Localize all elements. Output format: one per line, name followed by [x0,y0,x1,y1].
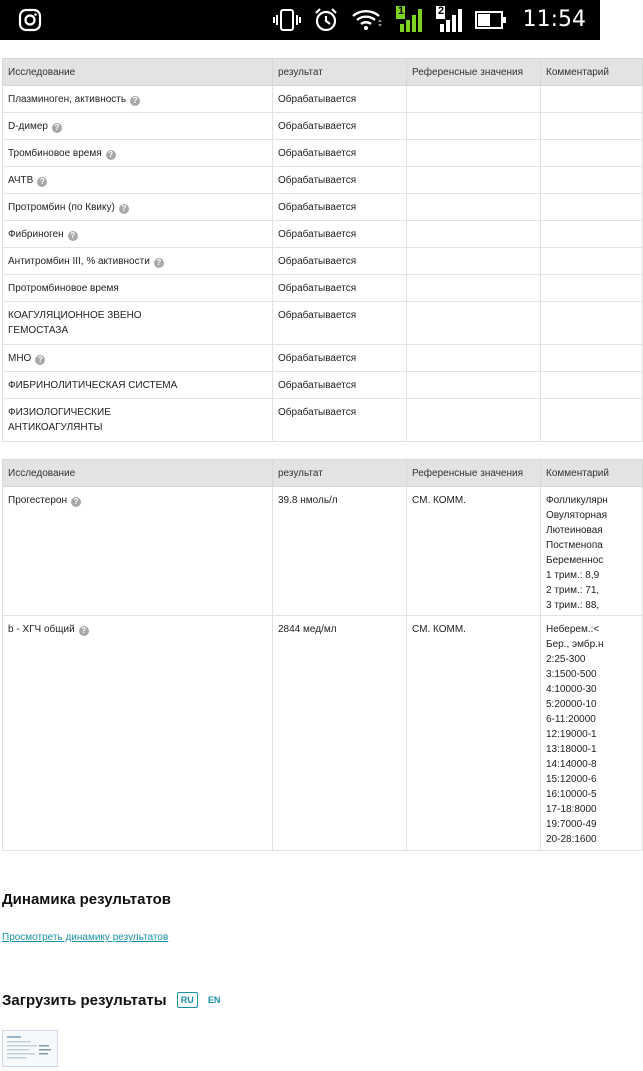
signal-sim2-icon [434,6,464,39]
clock: 11:54 [522,7,586,32]
language-ru-button[interactable]: RU [177,992,198,1008]
column-header-result: результат [273,59,407,86]
help-icon[interactable]: ? [106,150,116,160]
table-row [3,372,643,399]
table-row [3,140,643,167]
reference-cell [407,372,541,399]
test-name: Прогестерон [8,495,67,506]
comment-line: Бер., эмбр.н [546,639,604,650]
test-name-cell [3,248,273,275]
comment-cell [541,140,643,167]
signal-sim1-icon [394,6,424,39]
comment-cell [541,345,643,372]
lab-results-table-2 [2,459,643,851]
result-cell: Обрабатывается [273,140,407,167]
comment-cell [541,194,643,221]
sim1-label: 1 [398,5,405,17]
column-header-reference: Референсные значения [407,59,541,86]
uploaded-file-thumbnail[interactable] [2,1030,58,1067]
test-name: АЧТВ [8,175,34,186]
help-icon[interactable]: ? [79,626,89,636]
table-row [3,399,643,442]
column-header-comment: Комментарий [541,59,643,86]
comment-line: 2 трим.: 71, [546,585,600,596]
comment-cell [541,399,643,442]
help-icon[interactable]: ? [68,231,78,241]
reference-cell [407,194,541,221]
dynamics-title: Динамика результатов [2,891,172,908]
reference-cell [407,86,541,113]
column-header-test: Исследование [3,460,273,487]
result-cell: Обрабатывается [273,167,407,194]
help-icon[interactable]: ? [35,355,45,365]
test-name-cell [3,345,273,372]
test-name-cell [3,399,273,442]
reference-cell [407,248,541,275]
comment-line: 13:18000-1 [546,744,597,755]
reference-cell [407,140,541,167]
comment-line: Лютеиновая [546,525,603,536]
comment-line: 1 трим.: 8,9 [546,570,600,581]
test-name: D-димер [8,121,48,132]
comment-line: 4:10000-30 [546,684,597,695]
test-name-cell [3,140,273,167]
test-name-cell [3,616,273,851]
reference-cell [407,399,541,442]
comment-line: Фолликулярн [546,495,608,506]
test-name: b - ХГЧ общий [8,624,75,635]
test-name: Плазминоген, активность [8,94,127,105]
result-cell: Обрабатывается [273,248,407,275]
comment-cell [541,372,643,399]
comment-line: Постменопа [546,540,603,551]
table-row [3,167,643,194]
comment-line: Неберем.:< [546,624,600,635]
reference-cell [407,275,541,302]
test-name: КОАГУЛЯЦИОННОЕ ЗВЕНО [8,310,142,321]
instagram-icon [18,8,42,37]
battery-icon [474,7,508,38]
result-cell: Обрабатывается [273,302,407,345]
test-name-cell [3,194,273,221]
lab-results-table-1 [2,58,643,442]
result-cell: Обрабатывается [273,372,407,399]
comment-line: 16:10000-5 [546,789,597,800]
comment-cell [541,167,643,194]
help-icon[interactable]: ? [130,96,140,106]
comment-cell [541,302,643,345]
result-cell: Обрабатывается [273,399,407,442]
result-cell: 39.8 нмоль/л [273,487,407,616]
test-name: ФИЗИОЛОГИЧЕСКИЕ [8,407,111,418]
comment-line: 15:12000-6 [546,774,597,785]
reference-cell: СМ. КОММ. [407,487,541,616]
reference-cell [407,221,541,248]
reference-cell: СМ. КОММ. [407,616,541,851]
comment-line: 19:7000-49 [546,819,597,830]
table-row [3,487,643,616]
help-icon[interactable]: ? [52,123,62,133]
comment-cell [541,275,643,302]
test-name-cell [3,275,273,302]
sim2-label: 2 [438,5,445,17]
table-row [3,113,643,140]
result-cell: Обрабатывается [273,86,407,113]
alarm-icon [312,7,340,38]
comment-cell [541,221,643,248]
table-header-row [3,460,643,487]
comment-line: 3:1500-500 [546,669,597,680]
test-name: Фибриноген [8,229,64,240]
wifi-icon [350,7,384,38]
reference-cell [407,302,541,345]
comment-cell [541,248,643,275]
test-name-cell [3,86,273,113]
comment-line: Овуляторная [546,510,607,521]
comment-line: 3 трим.: 88, [546,600,600,611]
test-name: Протромбин (по Квику) [8,202,115,213]
test-name: Протромбиновое время [8,283,119,294]
test-name-cell [3,113,273,140]
test-name-cell [3,167,273,194]
comment-cell [541,86,643,113]
result-cell: Обрабатывается [273,221,407,248]
result-cell: Обрабатывается [273,113,407,140]
comment-cell [541,616,643,851]
table-row [3,275,643,302]
test-name-cell [3,302,273,345]
table-row [3,302,643,345]
vibrate-icon [272,7,302,38]
comment-line: 6-11:20000 [546,714,596,725]
test-name-cell [3,487,273,616]
result-cell: 2844 мед/мл [273,616,407,851]
comment-line: 20-28:1600 [546,834,597,845]
table-row [3,345,643,372]
test-name: Антитромбин III, % активности [8,256,150,267]
reference-cell [407,167,541,194]
view-dynamics-link[interactable]: Просмотреть динамику результатов [2,932,169,943]
test-name-cell [3,372,273,399]
comment-cell [541,113,643,140]
test-name: МНО [8,353,32,364]
table-row [3,248,643,275]
comment-line: 5:20000-10 [546,699,597,710]
help-icon[interactable]: ? [37,177,47,187]
result-cell: Обрабатывается [273,345,407,372]
column-header-test: Исследование [3,59,273,86]
test-name: ФИБРИНОЛИТИЧЕСКАЯ СИСТЕМА [8,380,178,391]
table-row [3,221,643,248]
comment-line: Беременнос [546,555,604,566]
comment-line: 2:25-300 [546,654,586,665]
table-row [3,616,643,851]
reference-cell [407,345,541,372]
language-en-button[interactable]: EN [207,995,221,1005]
table-header-row [3,59,643,86]
comment-line: 17-18:8000 [546,804,597,815]
help-icon[interactable]: ? [154,258,164,268]
comment-cell [541,487,643,616]
test-name: Тромбиновое время [8,148,102,159]
column-header-reference: Референсные значения [407,460,541,487]
table-row [3,194,643,221]
reference-cell [407,113,541,140]
test-name-cell [3,221,273,248]
test-name-line2: ГЕМОСТАЗА [8,325,69,336]
help-icon[interactable]: ? [119,204,129,214]
comment-line: 12:19000-1 [546,729,597,740]
column-header-comment: Комментарий [541,460,643,487]
help-icon[interactable]: ? [71,497,81,507]
result-cell: Обрабатывается [273,275,407,302]
status-bar [0,0,600,40]
test-name-line2: АНТИКОАГУЛЯНТЫ [8,422,103,433]
comment-line: 14:14000-8 [546,759,597,770]
table-row [3,86,643,113]
result-cell: Обрабатывается [273,194,407,221]
column-header-result: результат [273,460,407,487]
upload-title: Загрузить результаты [2,992,167,1009]
upload-title-row [2,992,220,1009]
